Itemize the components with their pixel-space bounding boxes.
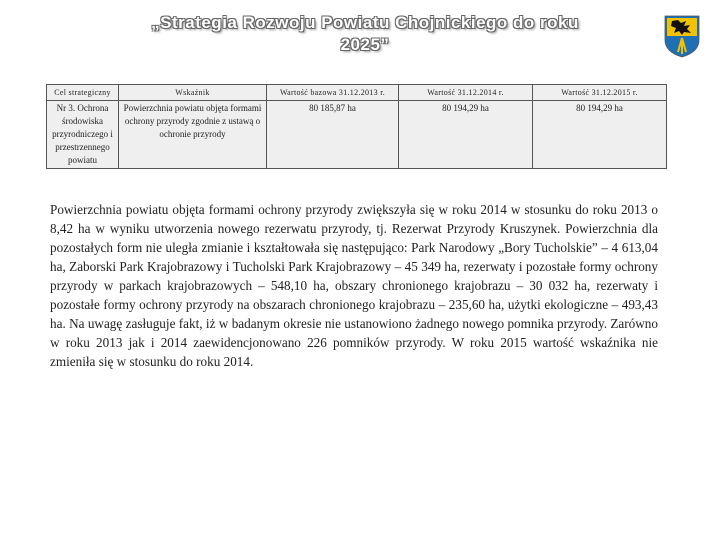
body-paragraph: Powierzchnia powiatu objęta formami ochrony przyrody zwiększyła się w roku 2014 w stosunku do roku 2013 o 8,42 ha w wyniku utworzenia nowego rezerwatu przyrody, tj. Rezerwat Przyrody Kruszynek. Powierzchnia dla pozostałych form nie uległa zmianie i kształtowała się następująco: Park Narodowy „Bory Tucholskie” – 4 613,04 ha, Zaborski Park Krajobrazowy i Tucholski Park Krajobrazowy – 45 349 ha, rezerwaty i pozostałe formy ochrony przyrody w parkach krajobrazowych – 548,10 ha, obszary chronionego krajobrazu – 30 032 ha, rezerwaty i pozostałe formy ochrony przyrody na obszarach chronionego krajobrazu – 235,60 ha, użytki ekologiczne – 493,43 ha. Na uwagę zasługuje fakt, iż w badanym okresie nie ustanowiono żadnego nowego pomnika przyrody. Zarówno w roku 2013 jak i 2014 zaewidencjonowano 226 pomników przyrody. W roku 2015 wartość wskaźnika nie zmieniła się w stosunku do roku 2014. [50, 202, 658, 369]
page-title: „Strategia Rozwoju Powiatu Chojnickiego do roku 2025” [151, 13, 579, 54]
goal-cell: Nr 3. Ochrona środowiska przyrodniczego i przestrzennego powiatu [47, 101, 119, 169]
column-header: Cel strategiczny [47, 85, 119, 101]
column-header: Wartość 31.12.2014 r. [399, 85, 533, 101]
value-2014-cell: 80 194,29 ha [399, 101, 533, 169]
indicator-cell: Powierzchnia powiatu objęta formami ochrony przyrody zgodnie z ustawą o ochronie przyrody [119, 101, 267, 169]
column-header: Wskaźnik [119, 85, 267, 101]
column-header: Wartość 31.12.2015 r. [533, 85, 667, 101]
table-row [47, 101, 667, 169]
value-2015-cell: 80 194,29 ha [533, 101, 667, 169]
coat-of-arms-icon [662, 14, 702, 58]
value-2013-cell: 80 185,87 ha [267, 101, 399, 169]
column-header: Wartość bazowa 31.12.2013 r. [267, 85, 399, 101]
indicator-table [46, 84, 667, 169]
table-header-row [47, 85, 667, 101]
